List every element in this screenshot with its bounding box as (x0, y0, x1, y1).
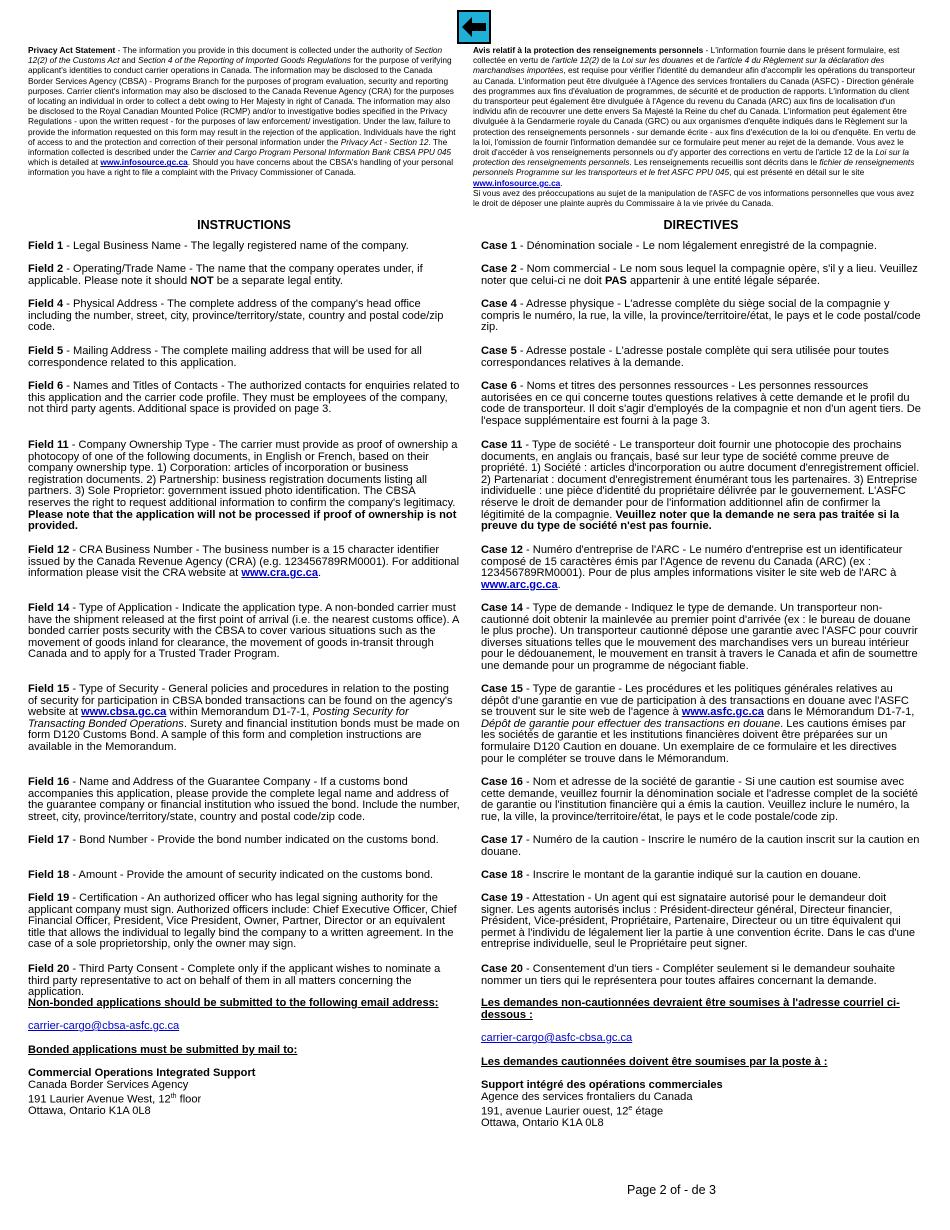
address-line: floor (176, 1093, 202, 1106)
field-text: - Physical Address - The complete address of the company's head office including the number, street, city, province/territory/state, country and postal code/zip code. (28, 298, 444, 334)
field-text: . (318, 567, 322, 580)
field-text: Please note that the application will not be processed if proof of ownership is not provided. (28, 508, 457, 533)
case-4 (481, 299, 921, 334)
nonbonded-heading (28, 998, 460, 1010)
field-text: - CRA Business Number - The business number is a 15 character identifier issued by the Canada Revenue Agency (CRA) (e.g. 123456789RM0001). For additional information please visit the CRA website at (28, 544, 460, 580)
privacy-complaint: Si vous avez des préoccupations au sujet de la manipulation de l'ASFC de vos informations personnelles que vous avez le droit de déposer une plainte auprès du Commissaire à la vie privée du Canada. (473, 187, 915, 209)
field-text: - Type de société - Le transporteur doit fournir une photocopie des prochains documents, en anglais ou français, basé sur leur type de société comme preuve de propriété. 1) Société : articles d'incorporation ou autre document d'enregistrement officiel. 2) Partenariat : document d'enregistrement énumérant tous les partenaires. 3) Entreprise individuelle : une pièce d'identité du propriétaire délivrée par le gouvernement. L'ASFC réserve le droit de demander pour de l'information additionnel afin de confirmer la légitimité de la compagnie. (481, 439, 920, 521)
address-line: Agence des services frontaliers du Canada (481, 1090, 693, 1103)
field-text: - Legal Business Name - The legally registered name of the company. (63, 240, 409, 252)
field-label: Case 1 (481, 240, 517, 252)
field-text: - Operating/Trade Name - The name that the company operates under, if applicable. Please note it should (28, 263, 423, 287)
back-button[interactable] (457, 10, 491, 44)
bonded-heading (28, 1045, 460, 1057)
address-line: Commercial Operations Integrated Support (28, 1067, 256, 1079)
field-6 (28, 381, 460, 416)
address-line: Support intégré des opérations commerciales (481, 1079, 723, 1091)
privacy-text: . The information collected is described under the (28, 136, 448, 158)
field-label: Case 17 (481, 834, 523, 846)
asfc-link[interactable]: www.asfc.gc.ca (681, 706, 764, 719)
field-text: - Nom commercial - Le nom sous lequel la compagnie opère, s'il y a lieu. Veuillez noter que celui-ci ne doit (481, 263, 918, 287)
case-2 (481, 264, 921, 287)
field-15 (28, 684, 460, 754)
email-link[interactable]: carrier-cargo@asfc-cbsa.gc.ca (481, 1032, 633, 1044)
privacy-text: fichier de renseignements personnels Programme sur les transporteurs et le fret ASFC PPU 045 (473, 157, 915, 178)
privacy-text: Section 12(2) of the Customs Act (28, 45, 443, 66)
privacy-text: - The information you provide in this document is collected under the authority of (115, 45, 415, 55)
privacy-text: Loi sur la protection des renseignements personnels (473, 147, 909, 168)
privacy-text: for the purpose of verifying applicant's identities to conduct carrier operations in Canada. The information may be disclosed to the Canada Border Services Agency (CBSA) - Programs Branch for the purposes of program evaluation, security and reporting purposes. Carrier client's information may also be disclosed to the Canada Revenue Agency (CRA) for the purposes of locating an individual in order to collect a debt owing to Her Majesty in right of Canada. The information may also be disclosed to the Royal Canadian Mounted Police (RCMP) and/or to investigative bodies specified in the Privacy Regulations - upon the written request - for the purposes of law enforcement/ investigation. Under the law, failure to provide the information requested on this form may result in the rejection of the application. Individuals have the right of access to and the protection and correction of their personal information under the (28, 55, 456, 147)
field-label: Field 15 (28, 683, 70, 695)
privacy-text: de la (599, 55, 622, 66)
field-text: - Bond Number - Provide the bond number indicated on the customs bond. (69, 834, 439, 846)
field-label: Field 4 (28, 298, 64, 310)
field-label: Case 4 (481, 298, 517, 310)
field-text: - Adresse postale - L'adresse postale complète qui sera utilisée pour toutes correspondances relatives à la demande. (481, 345, 889, 369)
field-text: - Type of Security - General policies and procedures in relation to the posting of security for participation in CBSA bonded transactions can be found on the agency's website at (28, 683, 453, 719)
address-line: e (628, 1105, 633, 1113)
field-text: Posting Security for Transacting Bonded Operations (28, 706, 409, 730)
nonbonded-text: Les demandes non-cautionnées devraient être soumises à l'adresse courriel ci-dessous : (481, 997, 900, 1021)
field-label: Case 15 (481, 683, 523, 695)
case-11 (481, 440, 921, 533)
field-label: Field 17 (28, 834, 70, 846)
field-text: . Surety and financial institution bonds must be made on form D120 Customs Bond. A sample of this form and completion instructions are available in the Memorandum. (28, 717, 460, 753)
cra-link[interactable]: www.cra.gc.ca (241, 567, 319, 580)
field-label: Field 12 (28, 544, 70, 556)
case-18 (481, 870, 921, 882)
privacy-text: . Les renseignements recueillis sont décrits dans le (629, 157, 820, 168)
address-line: th (170, 1093, 177, 1101)
field-text: - Certification - An authorized officer who has legal signing authority for the applicant company must sign. Authorized officers include: Chief Executive Officer, Chief Financial Officer, President, Vice President, Owner, Partner, Director or an equivalent title that allows the individual to legally bind the company to a written agreement. In the case of a sole proprietorship, only the owner may sign. (28, 892, 457, 951)
mailing-address (28, 1068, 460, 1118)
field-label: Case 5 (481, 345, 517, 357)
field-text: Dépôt de garantie pour effectuer des transactions en douane (481, 717, 781, 730)
field-11 (28, 440, 460, 533)
field-label: Case 18 (481, 869, 523, 881)
case-17 (481, 835, 921, 858)
field-text: PAS (604, 274, 627, 287)
address-line (28, 1091, 460, 1106)
address-line: Ottawa, Ontario K1A 0L8 (481, 1117, 604, 1130)
field-label: Field 11 (28, 439, 69, 451)
field-14 (28, 603, 460, 661)
email-row (28, 1021, 460, 1033)
field-label: Case 20 (481, 963, 523, 975)
case-6 (481, 381, 921, 427)
field-text: - Third Party Consent - Complete only if the applicant wishes to nominate a third party representative to act on behalf of them in all matters concerning the application. (28, 963, 441, 999)
field-4 (28, 299, 460, 334)
page-number: Page 2 of - de 3 (627, 1183, 716, 1197)
privacy-text: l'article 4 du Règlement sur la déclaration des marchandises importées (473, 55, 885, 76)
bonded-heading (481, 1057, 921, 1069)
field-text: - Company Ownership Type - The carrier must provide as proof of ownership a photocopy of one of the following documents, in English or French, based on their company ownership type. 1) Corporation: articles of incorporation or business registration documents. 2) Partnership: business registration documents listing all partners. 3) Sole Proprietor: government issued photo identification. The CBSA reserves the right to request additional information to confirm the company's legitimacy. (28, 439, 458, 509)
address-line: 191, avenue Laurier ouest, 12 (481, 1105, 629, 1118)
address-line: Canada Border Services Agency (28, 1078, 189, 1091)
cbsa-link[interactable]: www.cbsa.gc.ca (81, 706, 167, 719)
field-text: be a separate legal entity. (213, 274, 343, 287)
field-label: Field 1 (28, 240, 64, 252)
field-text: - Numéro d'entreprise de l'ARC - Le numéro d'entreprise est un identificateur composé de 15 caractères émis par l'Agence de revenu du Canada (ARC) (ex : 123456789RM0001). Pour de plus amples informations visiter le site web de l'ARC à (481, 544, 903, 580)
arc-link[interactable]: www.arc.gc.ca (481, 578, 558, 591)
field-label: Case 6 (481, 380, 517, 392)
field-label: Case 16 (481, 776, 523, 788)
field-label: Case 11 (481, 439, 523, 451)
field-text: within Memorandum D1-7-1, (166, 706, 313, 719)
field-label: Field 14 (28, 602, 70, 614)
field-text: - Inscrire le montant de la garantie indiqué sur la caution en douane. (522, 869, 861, 881)
back-arrow-icon (461, 16, 487, 38)
case-1 (481, 241, 921, 253)
nonbonded-text: Non-bonded applications should be submitted to the following email address: (28, 997, 439, 1009)
field-text: - Numéro de la caution - Inscrire le numéro de la caution inscrit sur la caution en douane. (481, 834, 920, 858)
field-1 (28, 241, 460, 253)
field-text: Veuillez noter que la demande ne sera pas traitée si la preuve du type de société n'est pas fournie. (481, 508, 900, 533)
address-line (481, 1103, 921, 1118)
field-text: dans le Mémorandum D1-7-1, (763, 706, 915, 719)
field-text: . (557, 578, 561, 591)
infosource-link[interactable]: www.infosource.gc.ca (473, 177, 561, 188)
field-text: - Type of Application - Indicate the application type. A non-bonded carrier must have the shipment released at the first point of arrival (i.e. the nearest customs office). A bonded carrier posts security with the CBSA to cover various situations such as the movement of goods inland for clearance, the movement of goods in-transit through Canada and to apply for a Trusted Trader Program. (28, 602, 459, 661)
field-text: . Les cautions émises par les sociétés de garantie et les institutions financières doivent être préparées sur un formulaire D120 Caution en douane. Un exemplaire de ce formulaire et les directives pour le compléter se trouve dans le Mémorandum. (481, 717, 906, 765)
case-15 (481, 684, 921, 765)
email-row (481, 1033, 921, 1045)
instructions-heading: INSTRUCTIONS (197, 218, 291, 232)
nonbonded-heading (481, 998, 921, 1021)
privacy-statement-fr (473, 45, 916, 208)
privacy-statement-en (28, 45, 456, 178)
field-text: - Names and Titles of Contacts - The authorized contacts for enquiries related to this application and the carrier code profile. They must be employees of the company, not third party agents. Additional space is provided on page 3. (28, 380, 460, 416)
field-19 (28, 893, 460, 951)
privacy-text: . Should you have concerns about the CBSA's handling of your personal information you have a right to file a complaint with the Privacy Commissioner of Canada. (28, 157, 454, 178)
privacy-text: Section 4 of the Reporting of Imported Goods Regulations (137, 55, 352, 66)
case-14 (481, 603, 921, 673)
privacy-text: Carrier and Cargo Program Personal Information Bank CBSA PPU 045 (190, 147, 452, 158)
privacy-text: , est requise pour vérifier l'identité du demandeur afin d'accomplir les opérations du transporteur au Canada. L'information peut être divulguée à l'Agence des services frontaliers du Canada (ASFC) - Direction générale des programmes aux fins d'évaluation de programmes, de sécurité et de production de rapports. L'information du client du transporteur peut également être divulguée à l'Agence du revenu du Canada (ARC) aux fins de localisation d'un individu afin de recouvrer une dette envers Sa Majesté la Reine du chef du Canada. L'information peut également être divulguée à la Gendarmerie royale du Canada (GRC) ou aux organismes d'enquête indiqués dans le Règlement sur la protection des renseignements personnels - sur demande écrite - aux fins d'exécution de la loi ou d'enquête. En vertu de la loi, l'omission de fournir l'information demandée sur ce formulaire peut mener au rejet de la demande. Vous avez le droit d'accéder à vos renseignements personnels ou d'y apporter des corrections en vertu de l'article 12 de la (473, 65, 916, 158)
field-label: Field 16 (28, 776, 70, 788)
instructions-column (28, 218, 460, 1118)
case-20 (481, 964, 921, 987)
privacy-text: which is detailed at (28, 157, 101, 168)
field-2 (28, 264, 460, 287)
privacy-text: - L'information fournie dans le présent formulaire, est collectée en vertu de (473, 45, 900, 66)
privacy-text: et de (693, 55, 717, 66)
field-16 (28, 777, 460, 823)
case-19 (481, 893, 921, 951)
privacy-title: Avis relatif à la protection des renseignements personnels (473, 45, 704, 55)
field-text: - Mailing Address - The complete mailing address that will be used for all correspondence related to this application. (28, 345, 422, 369)
field-text: - Adresse physique - L'adresse complète du siège social de la compagnie y compris le numéro, la rue, la ville, la province/territoire/état, le pays et le code postal/code zip. (481, 298, 921, 334)
privacy-text: l'article 12(2) (551, 55, 600, 66)
bonded-text: Les demandes cautionnées doivent être soumises par la poste à : (481, 1056, 828, 1068)
field-text: - Dénomination sociale - Le nom légalement enregistré de la compagnie. (516, 240, 877, 252)
mailing-address (481, 1080, 921, 1130)
field-label: Field 19 (28, 892, 70, 904)
field-12 (28, 545, 460, 580)
field-text: - Consentement d'un tiers - Compléter seulement si le demandeur souhaite nommer un tiers qui le représentera pour toutes affaires concernant la demande. (481, 963, 896, 987)
directives-column (481, 218, 921, 1130)
field-5 (28, 346, 460, 369)
field-text: - Type de demande - Indiquez le type de demande. Un transporteur non-cautionné doit obtenir la mainlevée au premier point d'arrivée (ex : le bureau de douane le plus proche). Un transporteur cautionné dépose une garantie avec l'ASFC pour couvrir diverses situations telles que le mouvement des marchandises vers un bureau intérieur pour le dédouanement, le mouvement en transit à travers le Canada et afin de soumettre une demande pour un programme de négociant fiable. (481, 602, 918, 672)
field-label: Case 2 (481, 263, 517, 275)
field-label: Field 20 (28, 963, 70, 975)
address-line: étage (632, 1105, 664, 1118)
field-label: Case 12 (481, 544, 523, 556)
field-text: - Name and Address of the Guarantee Company - If a customs bond accompanies this application, please provide the complete legal name and address of the guarantee company or financial institution who issued the bond. Include the number, street, city, province/territory/state, country and postal code/zip code. (28, 776, 460, 823)
field-label: Field 2 (28, 263, 64, 275)
case-5 (481, 346, 921, 369)
bonded-text: Bonded applications must be submitted by mail to: (28, 1044, 298, 1056)
field-text: - Nom et adresse de la société de garantie - Si une caution est soumise avec cette demande, veuillez fournir la dénomination sociale et l'adresse complet de la société de garantie ou l'institution financière qui a émis la caution. Veuillez inclure le numéro, la rue, la ville, la province/territoire/état, le pays et le code postale/code zip. (481, 776, 918, 823)
case-16 (481, 777, 921, 823)
field-text: - Type de garantie - Les procédures et les politiques générales relatives au dépôt d'une garantie en vue de participation à des transactions en douane avec l'ASFC se trouvent sur le site web de l'agence à (481, 683, 909, 719)
privacy-text: . (560, 177, 563, 188)
field-label: Field 18 (28, 869, 70, 881)
field-text: NOT (190, 274, 214, 287)
privacy-text: , qui est présenté en détail sur le site (729, 167, 865, 178)
field-18 (28, 870, 460, 882)
field-text: - Amount - Provide the amount of security indicated on the customs bond. (69, 869, 434, 881)
field-text: - Attestation - Un agent qui est signataire autorisé pour le demandeur doit signer. Les agents autorisés inclus : Président-directeur général, Directeur financier, Président, Vice-président, Propriétaire, Partenaire, Directeur ou un titre équivalent qui permet à l'individu de légalement lier la partie à une convention écrite. Dans le cas d'une entreprise individuelle, seul le Propriétaire peut signer. (481, 892, 916, 951)
address-line: 191 Laurier Avenue West, 12 (28, 1093, 171, 1106)
privacy-text: Privacy Act - Section 12 (340, 136, 429, 147)
privacy-title: Privacy Act Statement (28, 45, 116, 55)
field-20 (28, 964, 460, 999)
field-text: - Noms et titres des personnes ressources - Les personnes ressources autorisées en ce qui concerne toutes questions relatives à cette demande et le profil du code de transporteur. Il doit s'agir d'employés de la compagnie et non d'un agent tiers. De l'espace supplémentaire est fourni à la page 3. (481, 380, 921, 427)
email-link[interactable]: carrier-cargo@cbsa-asfc.gc.ca (28, 1020, 180, 1032)
field-label: Field 6 (28, 380, 64, 392)
privacy-text: Loi sur les douanes (621, 55, 694, 66)
case-12 (481, 545, 921, 591)
field-17 (28, 835, 460, 847)
directives-heading: DIRECTIVES (663, 218, 739, 232)
field-label: Case 14 (481, 602, 523, 614)
field-label: Case 19 (481, 892, 523, 904)
field-text: appartenir à une entité légale séparée. (626, 274, 821, 287)
address-line: Ottawa, Ontario K1A 0L8 (28, 1105, 151, 1118)
field-label: Field 5 (28, 345, 64, 357)
privacy-text: and (119, 55, 138, 66)
infosource-link[interactable]: www.infosource.gc.ca (100, 157, 188, 168)
